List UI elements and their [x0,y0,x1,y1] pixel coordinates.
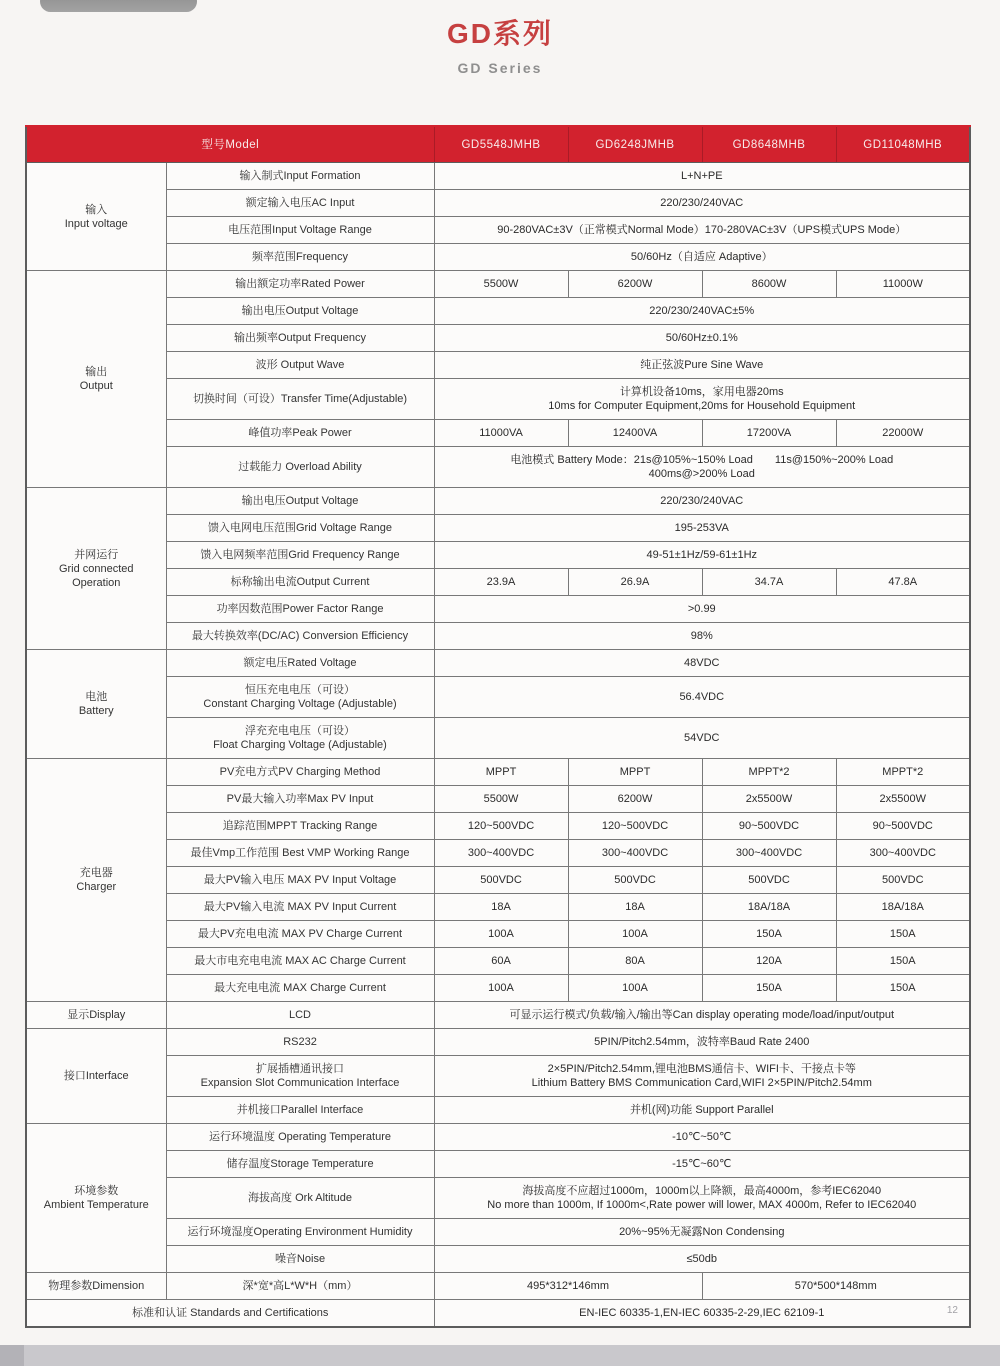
spec-row [26,271,970,298]
spec-label-cell: 馈入电网频率范围Grid Frequency Range [166,542,434,569]
spec-label-cell: 最大充电电流 MAX Charge Current [166,975,434,1002]
value-cell: 纯正弦波Pure Sine Wave [434,352,970,379]
value-cell: 11000W [836,271,970,298]
spec-row [26,813,970,840]
spec-label-cell: 并机接口Parallel Interface [166,1097,434,1124]
value-cell: 5PIN/Pitch2.54mm，波特率Baud Rate 2400 [434,1029,970,1056]
category-cell-ambient: 环境参数 Ambient Temperature [26,1124,166,1273]
spec-label-cell: RS232 [166,1029,434,1056]
category-cell-output: 输出 Output [26,271,166,488]
category-cell-interface: 接口Interface [26,1029,166,1124]
standards-row [26,1300,970,1328]
value-cell: 150A [836,921,970,948]
spec-label-cell: 输出电压Output Voltage [166,488,434,515]
category-cell-display: 显示Display [26,1002,166,1029]
standards-label-cell: 标准和认证 Standards and Certifications [26,1300,434,1328]
value-cell: 11000VA [434,420,568,447]
value-cell: 500VDC [434,867,568,894]
value-cell: 150A [702,921,836,948]
value-cell: 120A [702,948,836,975]
spec-row [26,1273,970,1300]
value-cell: 并机(网)功能 Support Parallel [434,1097,970,1124]
value-cell: 100A [568,975,702,1002]
value-cell: 120~500VDC [434,813,568,840]
spec-label-cell: 功率因数范围Power Factor Range [166,596,434,623]
value-cell: 6200W [568,271,702,298]
spec-row [26,867,970,894]
spec-label-cell: 运行环境温度 Operating Temperature [166,1124,434,1151]
value-cell: 220/230/240VAC [434,488,970,515]
value-cell: 50/60Hz（自适应 Adaptive） [434,244,970,271]
value-cell: 54VDC [434,718,970,759]
top-tab-pill [40,0,197,12]
spec-label-cell: 输出额定功率Rated Power [166,271,434,298]
spec-row [26,718,970,759]
spec-label-cell: 追踪范围MPPT Tracking Range [166,813,434,840]
spec-row [26,1002,970,1029]
spec-label-cell: 浮充充电电压（可设） Float Charging Voltage (Adjustable) [166,718,434,759]
spec-row [26,379,970,420]
value-cell: 6200W [568,786,702,813]
spec-row [26,325,970,352]
spec-label-cell: 最佳Vmp工作范围 Best VMP Working Range [166,840,434,867]
spec-label-cell: 峰值功率Peak Power [166,420,434,447]
spec-label-cell: 切换时间（可设）Transfer Time(Adjustable) [166,379,434,420]
value-cell: 5500W [434,786,568,813]
spec-label-cell: 最大市电充电电流 MAX AC Charge Current [166,948,434,975]
spec-row [26,596,970,623]
spec-row [26,894,970,921]
model-label-cell: 型号Model [26,126,434,163]
page-title: GD系列 [446,18,553,49]
value-cell: 电池模式 Battery Mode：21s@105%~150% Load 11s@150%~200% Load 400ms@>200% Load [434,447,970,488]
value-cell: -10℃~50℃ [434,1124,970,1151]
value-cell: 2×5PIN/Pitch2.54mm,锂电池BMS通信卡、WIFI卡、干接点卡等 Lithium Battery BMS Communication Card,WIFI 2×5PIN/Pitch2.54mm [434,1056,970,1097]
value-cell: 2x5500W [702,786,836,813]
spec-label-cell: 输出电压Output Voltage [166,298,434,325]
spec-row [26,677,970,718]
spec-label-cell: 海拔高度 Ork Altitude [166,1178,434,1219]
value-cell: 计算机设备10ms，家用电器20ms 10ms for Computer Equipment,20ms for Household Equipment [434,379,970,420]
value-cell: 18A [434,894,568,921]
model-header-cell: GD8648MHB [702,126,836,163]
spec-label-cell: PV充电方式PV Charging Method [166,759,434,786]
value-cell: 495*312*146mm [434,1273,702,1300]
spec-label-cell: 噪音Noise [166,1246,434,1273]
value-cell: 500VDC [568,867,702,894]
category-cell-battery: 电池 Battery [26,650,166,759]
spec-label-cell: PV最大输入功率Max PV Input [166,786,434,813]
value-cell: 48VDC [434,650,970,677]
value-cell: 23.9A [434,569,568,596]
spec-row [26,298,970,325]
spec-label-cell: LCD [166,1002,434,1029]
spec-label-cell: 频率范围Frequency [166,244,434,271]
page-number: 12 [946,1305,958,1316]
spec-row [26,1124,970,1151]
value-cell: 60A [434,948,568,975]
value-cell: 300~400VDC [568,840,702,867]
spec-label-cell: 标称输出电流Output Current [166,569,434,596]
value-cell: 12400VA [568,420,702,447]
category-cell-charger: 充电器 Charger [26,759,166,1002]
value-cell: 300~400VDC [434,840,568,867]
spec-row [26,352,970,379]
value-cell: 100A [434,975,568,1002]
value-cell: 8600W [702,271,836,298]
spec-label-cell: 最大PV输入电压 MAX PV Input Voltage [166,867,434,894]
spec-row [26,217,970,244]
value-cell: 300~400VDC [702,840,836,867]
value-cell: 500VDC [836,867,970,894]
spec-row [26,1219,970,1246]
spec-label-cell: 波形 Output Wave [166,352,434,379]
value-cell: 570*500*148mm [702,1273,970,1300]
value-cell: 150A [702,975,836,1002]
model-header-cell: GD11048MHB [836,126,970,163]
value-cell: MPPT [568,759,702,786]
value-cell: 49-51±1Hz/59-61±1Hz [434,542,970,569]
spec-label-cell: 输入制式Input Formation [166,163,434,190]
value-cell: L+N+PE [434,163,970,190]
spec-label-cell: 电压范围Input Voltage Range [166,217,434,244]
value-cell: 5500W [434,271,568,298]
model-header-cell: GD6248JMHB [568,126,702,163]
spec-row [26,650,970,677]
spec-label-cell: 过载能力 Overload Ability [166,447,434,488]
bottom-bar-left-shade [0,1345,24,1366]
value-cell: 47.8A [836,569,970,596]
spec-label-cell: 运行环境湿度Operating Environment Humidity [166,1219,434,1246]
spec-label-cell: 最大PV充电电流 MAX PV Charge Current [166,921,434,948]
page-subtitle: GD Series [457,60,543,76]
spec-row [26,542,970,569]
value-cell: MPPT*2 [836,759,970,786]
value-cell: 120~500VDC [568,813,702,840]
model-header-cell: GD5548JMHB [434,126,568,163]
spec-row [26,488,970,515]
value-cell: 195-253VA [434,515,970,542]
value-cell: MPPT [434,759,568,786]
spec-row [26,840,970,867]
value-cell: 100A [568,921,702,948]
value-cell: 18A/18A [702,894,836,921]
value-cell: 18A [568,894,702,921]
spec-row [26,1029,970,1056]
spec-row [26,1151,970,1178]
spec-label-cell: 最大PV输入电流 MAX PV Input Current [166,894,434,921]
spec-row [26,921,970,948]
spec-row [26,515,970,542]
value-cell: >0.99 [434,596,970,623]
value-cell: 20%~95%无凝露Non Condensing [434,1219,970,1246]
value-cell: ≤50db [434,1246,970,1273]
spec-label-cell: 额定输入电压AC Input [166,190,434,217]
standards-value-cell: EN-IEC 60335-1,EN-IEC 60335-2-29,IEC 62109-1 [434,1300,970,1328]
value-cell: 50/60Hz±0.1% [434,325,970,352]
spec-label-cell: 恒压充电电压（可设） Constant Charging Voltage (Adjustable) [166,677,434,718]
value-cell: 90~500VDC [836,813,970,840]
spec-label-cell: 最大转换效率(DC/AC) Conversion Efficiency [166,623,434,650]
spec-row [26,975,970,1002]
value-cell: 98% [434,623,970,650]
spec-table [25,125,971,1328]
spec-row [26,244,970,271]
model-header-row [26,126,970,163]
value-cell: 220/230/240VAC±5% [434,298,970,325]
value-cell: 56.4VDC [434,677,970,718]
spec-label-cell: 输出频率Output Frequency [166,325,434,352]
value-cell: 90-280VAC±3V（正常模式Normal Mode）170-280VAC±3V（UPS模式UPS Mode） [434,217,970,244]
spec-row [26,786,970,813]
value-cell: 可显示运行模式/负载/输入/输出等Can display operating mode/load/input/output [434,1002,970,1029]
spec-row [26,190,970,217]
spec-label-cell: 深*宽*高L*W*H（mm） [166,1273,434,1300]
spec-row [26,569,970,596]
spec-row [26,623,970,650]
value-cell: 150A [836,948,970,975]
spec-label-cell: 扩展插槽通讯接口 Expansion Slot Communication Interface [166,1056,434,1097]
value-cell: 300~400VDC [836,840,970,867]
value-cell: 150A [836,975,970,1002]
spec-row [26,447,970,488]
spec-label-cell: 馈入电网电压范围Grid Voltage Range [166,515,434,542]
spec-row [26,948,970,975]
value-cell: MPPT*2 [702,759,836,786]
spec-row [26,1246,970,1273]
value-cell: 2x5500W [836,786,970,813]
value-cell: 100A [434,921,568,948]
value-cell: 22000W [836,420,970,447]
spec-row [26,1178,970,1219]
value-cell: 500VDC [702,867,836,894]
value-cell: -15℃~60℃ [434,1151,970,1178]
spec-label-cell: 储存温度Storage Temperature [166,1151,434,1178]
category-cell-grid-connected: 并网运行 Grid connected Operation [26,488,166,650]
value-cell: 17200VA [702,420,836,447]
value-cell: 90~500VDC [702,813,836,840]
value-cell: 220/230/240VAC [434,190,970,217]
category-cell-dimension: 物理参数Dimension [26,1273,166,1300]
value-cell: 80A [568,948,702,975]
spec-row [26,759,970,786]
value-cell: 海拔高度不应超过1000m，1000m以上降额，最高4000m，参考IEC62040 No more than 1000m, If 1000m<,Rate power will lower, MAX 4000m, Refer to IEC62040 [434,1178,970,1219]
spec-row [26,1097,970,1124]
spec-row [26,163,970,190]
value-cell: 34.7A [702,569,836,596]
category-cell-input-voltage: 输入 Input voltage [26,163,166,271]
spec-label-cell: 额定电压Rated Voltage [166,650,434,677]
spec-row [26,420,970,447]
value-cell: 18A/18A [836,894,970,921]
value-cell: 26.9A [568,569,702,596]
spec-row [26,1056,970,1097]
page-header [0,12,1000,76]
bottom-bar [0,1345,1000,1366]
